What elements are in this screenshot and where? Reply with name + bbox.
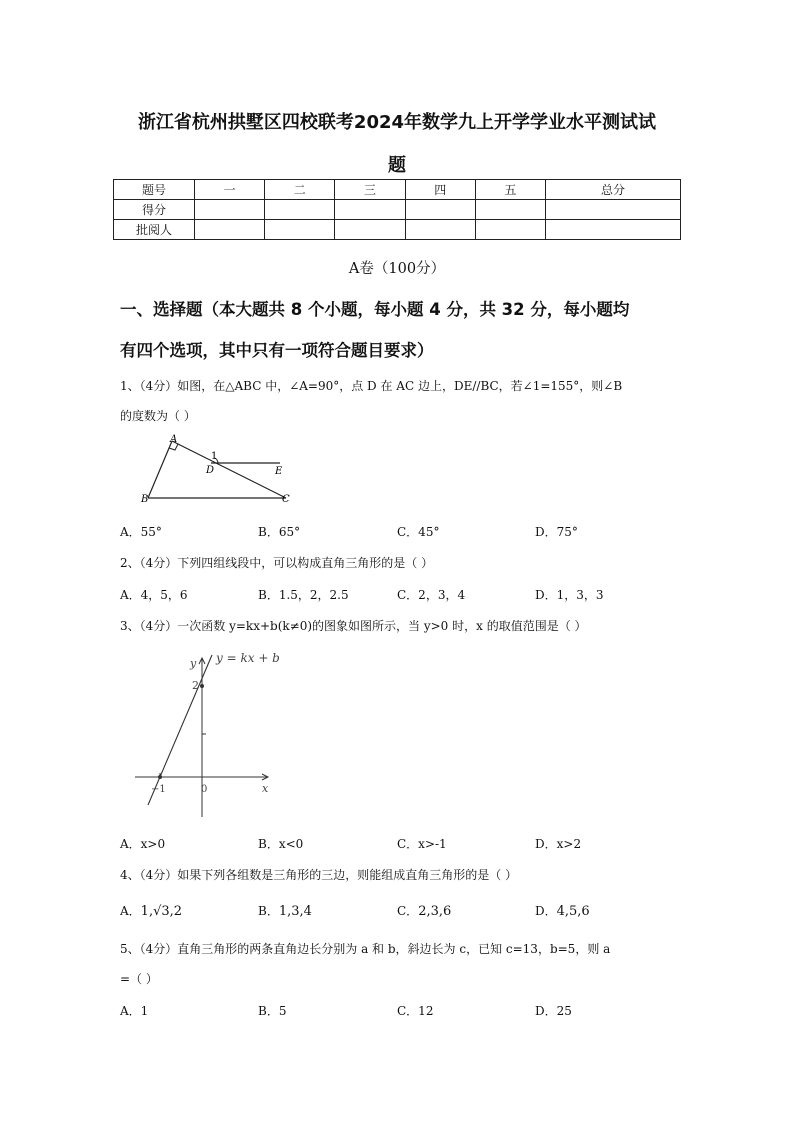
q1-option-b[interactable]: B．65° xyxy=(258,525,301,539)
reviewer-cell[interactable] xyxy=(335,220,405,240)
q4-option-c[interactable] xyxy=(397,902,451,919)
tick-label-neg1: −1 xyxy=(151,784,166,795)
label-1: 1 xyxy=(211,451,218,462)
page-title-line1: 浙江省杭州拱墅区四校联考2024年数学九上开学学业水平测试试 xyxy=(137,112,657,133)
section1-line1: 一、选择题（本大题共 8 个小题，每小题 4 分，共 32 分，每小题均 xyxy=(120,300,630,319)
label-b: B xyxy=(141,494,149,504)
score-row xyxy=(114,200,681,220)
q3-option-a[interactable]: A．x>0 xyxy=(120,837,166,851)
option-letter: C． xyxy=(397,904,419,918)
score-cell[interactable] xyxy=(195,200,265,220)
score-cell[interactable] xyxy=(265,200,335,220)
option-letter: B． xyxy=(258,904,279,918)
q5-option-c[interactable]: C．12 xyxy=(397,1004,434,1018)
q3-option-b[interactable]: B．x<0 xyxy=(258,837,304,851)
label-d: D xyxy=(206,465,215,476)
reviewer-cell[interactable] xyxy=(405,220,475,240)
q4-stem: 4、（4分）如果下列各组数是三角形的三边，则能组成直角三角形的是（ ） xyxy=(120,868,518,882)
q4-option-b[interactable] xyxy=(258,902,312,919)
y-intercept-point xyxy=(200,684,204,688)
q5-stem-line2: =（ ） xyxy=(120,972,158,986)
q4-option-d[interactable] xyxy=(535,902,590,919)
q2-stem: 2、（4分）下列四组线段中，可以构成直角三角形的是（ ） xyxy=(120,556,434,570)
score-table-header-row xyxy=(114,180,681,200)
option-value: 1,3,4 xyxy=(278,904,312,919)
score-cell[interactable] xyxy=(335,200,405,220)
q2-option-d[interactable]: D．1，3，3 xyxy=(535,588,604,602)
header-cell: 五 xyxy=(475,180,545,200)
option-value: 1,√3,2 xyxy=(140,904,183,919)
q3-option-d[interactable]: D．x>2 xyxy=(535,837,582,851)
q5-option-b[interactable]: B．5 xyxy=(258,1004,287,1018)
reviewer-row xyxy=(114,220,681,240)
q1-stem-line1: 1、（4分）如图，在△ABC 中，∠A=90°，点 D 在 AC 边上，DE//BC，若∠1=155°，则∠B xyxy=(120,379,623,393)
row-label: 批阅人 xyxy=(114,220,195,240)
reviewer-cell[interactable] xyxy=(265,220,335,240)
label-e: E xyxy=(275,466,283,477)
row-label: 得分 xyxy=(114,200,195,220)
q1-option-d[interactable]: D．75° xyxy=(535,525,578,539)
y-axis-label: y xyxy=(190,657,197,670)
x-axis-label: x xyxy=(262,782,269,795)
q1-triangle-figure xyxy=(140,432,300,504)
score-cell[interactable] xyxy=(546,200,681,220)
q5-stem-line1: 5、（4分）直角三角形的两条直角边长分别为 a 和 b，斜边长为 c，已知 c=13，b=5，则 a xyxy=(120,942,611,956)
q1-option-a[interactable]: A．55° xyxy=(120,525,162,539)
q3-function-graph xyxy=(130,645,280,820)
page-title-line2: 题 xyxy=(388,155,406,176)
score-cell[interactable] xyxy=(475,200,545,220)
header-cell: 三 xyxy=(335,180,405,200)
option-value: 2,3,6 xyxy=(418,904,452,919)
q5-option-d[interactable]: D．25 xyxy=(535,1004,572,1018)
q3-option-c[interactable]: C．x>-1 xyxy=(397,837,447,851)
header-cell: 二 xyxy=(265,180,335,200)
score-cell[interactable] xyxy=(405,200,475,220)
option-value: 4,5,6 xyxy=(556,904,590,919)
header-cell: 总分 xyxy=(546,180,681,200)
tick-label-2: 2 xyxy=(192,679,199,692)
paper-a-heading: A卷（100分） xyxy=(348,261,446,277)
reviewer-cell[interactable] xyxy=(546,220,681,240)
section1-line2: 有四个选项，其中只有一项符合题目要求） xyxy=(120,341,434,360)
q5-option-a[interactable]: A．1 xyxy=(120,1004,149,1018)
origin-label: 0 xyxy=(201,784,208,795)
score-table xyxy=(113,179,681,240)
side-ac xyxy=(172,441,286,498)
q1-option-c[interactable]: C．45° xyxy=(397,525,440,539)
q2-option-a[interactable]: A．4，5，6 xyxy=(120,588,188,602)
reviewer-cell[interactable] xyxy=(475,220,545,240)
header-cell: 一 xyxy=(195,180,265,200)
header-cell: 题号 xyxy=(114,180,195,200)
side-ab xyxy=(148,441,172,498)
option-letter: A． xyxy=(120,904,141,918)
function-label: y = kx + b xyxy=(216,651,280,665)
q4-option-a[interactable] xyxy=(120,902,182,919)
q1-stem-line2: 的度数为（ ） xyxy=(120,409,196,423)
q2-option-b[interactable]: B．1.5，2，2.5 xyxy=(258,588,349,602)
q3-stem: 3、（4分）一次函数 y=kx+b(k≠0)的图象如图所示，当 y>0 时，x 的取值范围是（ ） xyxy=(120,619,587,633)
option-letter: D． xyxy=(535,904,557,918)
reviewer-cell[interactable] xyxy=(195,220,265,240)
label-a: A xyxy=(170,434,178,445)
header-cell: 四 xyxy=(405,180,475,200)
label-c: C xyxy=(282,494,290,504)
q2-option-c[interactable]: C．2，3，4 xyxy=(397,588,466,602)
